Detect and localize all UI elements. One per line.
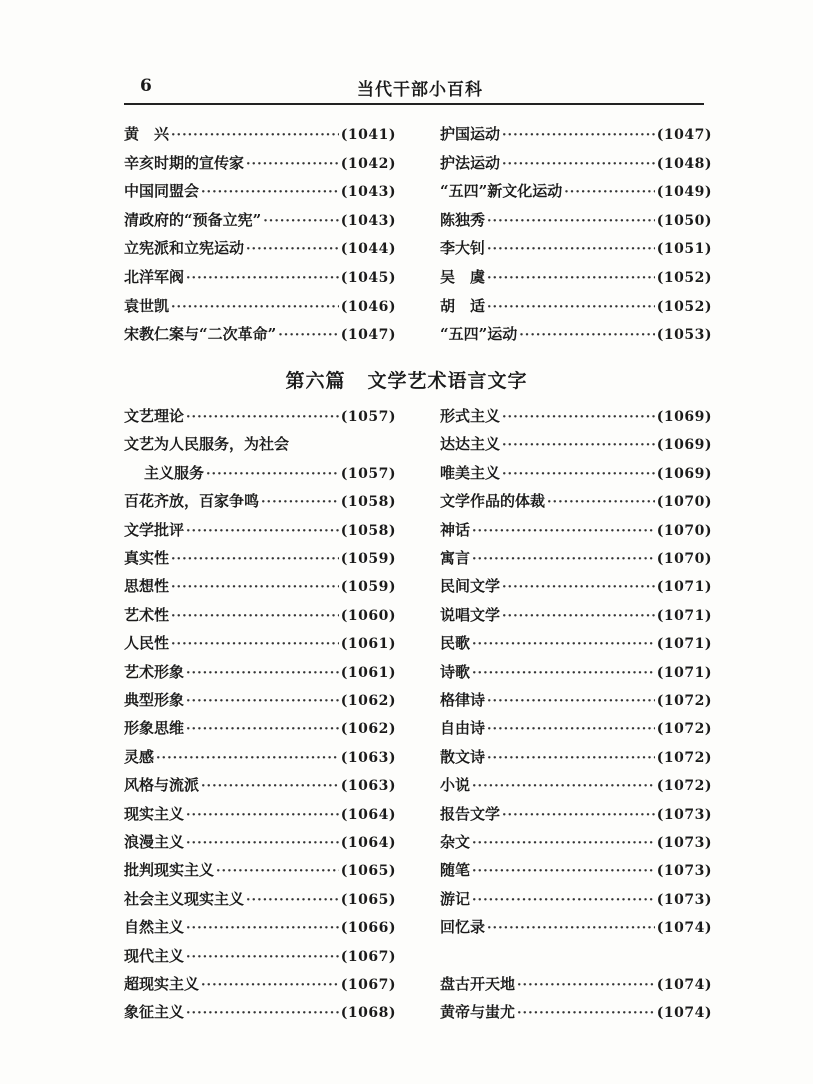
toc-entry <box>440 266 712 290</box>
toc-entry-title: 文艺为人民服务，为社会 <box>124 435 290 454</box>
toc-entry-title: 李大钊 <box>440 239 486 258</box>
toc-entry <box>440 180 712 204</box>
toc-entry-title: 寓言 <box>440 549 471 567</box>
toc-entry-page: (1070) <box>656 551 712 567</box>
toc-entry-title: 自然主义 <box>124 918 185 937</box>
toc-entry-page: (1070) <box>656 522 712 539</box>
toc-entry <box>124 152 396 176</box>
toc-entry <box>124 1001 396 1025</box>
toc-entry-page: (1059) <box>340 579 396 596</box>
leader-dots <box>502 410 655 424</box>
toc-entry-title: 小说 <box>440 776 471 795</box>
toc-entry-page: (1050) <box>656 212 712 229</box>
toc-entry <box>440 462 712 486</box>
toc-entry-page: (1071) <box>656 607 712 624</box>
leader-dots <box>487 921 655 935</box>
toc-entry-page: (1058) <box>340 494 396 511</box>
toc-entry-page: (1063) <box>340 749 396 766</box>
leader-dots <box>519 328 655 342</box>
leader-dots <box>472 524 655 538</box>
toc-entry-title: 报告文学 <box>440 804 501 823</box>
toc-entry-page: (1062) <box>340 721 396 738</box>
leader-dots <box>472 552 655 566</box>
leader-dots <box>487 694 655 708</box>
toc-entry <box>440 547 712 571</box>
toc-entry-title: 护国运动 <box>440 125 501 143</box>
toc-entry-title: 黄 兴 <box>124 125 170 143</box>
toc-entry-page: (1070) <box>656 494 712 511</box>
toc-entry-page: (1061) <box>340 636 396 653</box>
toc-entry-page: (1069) <box>656 437 712 454</box>
toc-entry-page: (1061) <box>340 664 396 681</box>
toc-entry-title: 民歌 <box>440 634 471 653</box>
toc-entry <box>440 209 712 233</box>
toc-entry-page: (1051) <box>656 241 712 258</box>
toc-entry-page: (1047) <box>340 327 396 344</box>
toc-entry <box>124 888 396 912</box>
toc-entry-title: 现实主义 <box>124 804 185 823</box>
toc-entry-title: 说唱文学 <box>440 605 501 624</box>
leader-dots <box>472 779 655 793</box>
leader-dots <box>156 751 339 765</box>
toc-entry-title: 吴 虞 <box>440 268 486 286</box>
toc-entry <box>144 462 396 486</box>
toc-entry-title: 唯美主义 <box>440 463 501 482</box>
leader-dots <box>487 242 655 256</box>
toc-entry <box>440 746 712 770</box>
toc-entry-page: (1057) <box>340 409 396 425</box>
toc-entry-title: 人民性 <box>124 634 170 653</box>
leader-dots <box>472 864 655 878</box>
leader-dots <box>517 1006 655 1020</box>
leader-dots <box>201 779 339 793</box>
toc-entry-title: 社会主义现实主义 <box>124 889 245 908</box>
toc-entry <box>440 632 712 656</box>
section-title: 文学艺术语言文字 <box>367 370 528 392</box>
toc-entry-title: 散文诗 <box>440 747 486 766</box>
toc-entry-title: “五四”新文化运动 <box>440 182 563 201</box>
toc-entry-title: 形象思维 <box>124 719 185 738</box>
toc-entry <box>124 717 396 741</box>
running-title: 当代干部小百科 <box>357 80 483 100</box>
toc-entry <box>124 831 396 855</box>
toc-entry-title: 文艺理论 <box>124 407 185 425</box>
toc-entry-page: (1068) <box>340 1005 396 1022</box>
toc-entry <box>124 916 396 940</box>
toc-entry-page: (1052) <box>656 298 712 315</box>
toc-entry <box>124 405 396 429</box>
toc-entry <box>440 405 712 429</box>
toc-entry-title: 真实性 <box>124 549 170 567</box>
toc-entry-title: 批判现实主义 <box>124 861 215 880</box>
toc-entry-page: (1052) <box>656 270 712 286</box>
toc-entry-title: 百花齐放，百家争鸣 <box>124 492 260 511</box>
leader-dots <box>186 410 339 424</box>
toc-entry <box>124 180 396 204</box>
leader-dots <box>186 524 339 538</box>
toc-entry-page: (1069) <box>656 409 712 425</box>
leader-dots <box>547 495 655 509</box>
toc-entry-page: (1066) <box>340 920 396 937</box>
leader-dots <box>487 300 655 314</box>
toc-entry-title: 神话 <box>440 520 471 539</box>
leader-dots <box>263 214 339 228</box>
toc-entry-title: 超现实主义 <box>124 975 200 993</box>
leader-dots <box>502 580 655 594</box>
toc-entry-title: 形式主义 <box>440 407 501 425</box>
toc-entry <box>440 575 712 599</box>
toc-entry-page: (1053) <box>656 327 712 344</box>
toc-entry-page: (1071) <box>656 636 712 653</box>
toc-entry-title: 象征主义 <box>124 1003 185 1022</box>
leader-dots <box>246 157 339 171</box>
toc-entry <box>124 689 396 713</box>
toc-entry-page: (1064) <box>340 806 396 823</box>
toc-entry-title: 盘古开天地 <box>440 975 516 993</box>
toc-entry <box>440 604 712 628</box>
toc-entry-page: (1047) <box>656 127 712 143</box>
leader-dots <box>487 751 655 765</box>
toc-entry-page: (1060) <box>340 607 396 624</box>
toc-entry <box>440 916 712 940</box>
toc-entry-page: (1046) <box>340 298 396 315</box>
toc-entry-title: 格律诗 <box>440 691 486 709</box>
toc-entry-page: (1059) <box>340 551 396 567</box>
toc-entry <box>440 689 712 713</box>
toc-entry <box>440 803 712 827</box>
toc-entry <box>440 323 712 347</box>
toc-entry-title: 胡 适 <box>440 296 486 315</box>
leader-dots <box>171 128 339 142</box>
toc-entry <box>124 490 396 514</box>
toc-entry <box>440 123 712 147</box>
toc-entry-page: (1049) <box>656 184 712 201</box>
toc-entry-title: 达达主义 <box>440 435 501 454</box>
toc-entry <box>124 945 396 969</box>
toc-entry <box>124 266 396 290</box>
toc-entry <box>440 973 712 997</box>
toc-entry-page: (1074) <box>656 977 712 993</box>
leader-dots <box>206 467 339 481</box>
leader-dots <box>186 722 339 736</box>
leader-dots <box>502 609 655 623</box>
toc-entry-title: 袁世凯 <box>124 296 170 315</box>
page-number: 6 <box>140 76 152 96</box>
toc-entry-page: (1065) <box>340 891 396 908</box>
toc-entry-page: (1072) <box>656 749 712 766</box>
toc-entry-page: (1041) <box>340 127 396 143</box>
leader-dots <box>201 185 339 199</box>
leader-dots <box>472 666 655 680</box>
leader-dots <box>487 271 655 285</box>
toc-entry <box>440 433 712 457</box>
toc-entry-page: (1067) <box>340 977 396 993</box>
toc-entry-title: 现代主义 <box>124 946 185 965</box>
leader-dots <box>171 300 339 314</box>
leader-dots <box>564 185 655 199</box>
leader-dots <box>186 921 339 935</box>
toc-entry <box>124 295 396 319</box>
toc-entry <box>124 604 396 628</box>
toc-entry <box>440 295 712 319</box>
toc-entry-page: (1045) <box>340 270 396 286</box>
toc-entry <box>440 888 712 912</box>
toc-entry <box>124 123 396 147</box>
toc-entry-page: (1071) <box>656 664 712 681</box>
toc-entry <box>440 661 712 685</box>
toc-entry <box>124 661 396 685</box>
leader-dots <box>216 864 339 878</box>
toc-entry-title: 辛亥时期的宣传家 <box>124 153 245 172</box>
leader-dots <box>171 580 339 594</box>
leader-dots <box>472 836 655 850</box>
toc-entry <box>440 831 712 855</box>
toc-entry-page: (1072) <box>656 721 712 738</box>
leader-dots <box>502 808 655 822</box>
leader-dots <box>186 1006 339 1020</box>
leader-dots <box>502 157 655 171</box>
toc-entry-title: 艺术性 <box>124 605 170 624</box>
toc-entry <box>440 859 712 883</box>
toc-entry-title: 护法运动 <box>440 153 501 172</box>
leader-dots <box>502 438 655 452</box>
toc-entry-title: 宋教仁案与“二次革命” <box>124 325 277 344</box>
toc-entry <box>440 519 712 543</box>
leader-dots <box>278 328 339 342</box>
toc-entry <box>440 237 712 261</box>
toc-entry-page: (1073) <box>656 863 712 880</box>
toc-entry-page: (1069) <box>656 465 712 482</box>
toc-entry-page: (1044) <box>340 241 396 258</box>
toc-entry-page: (1072) <box>656 693 712 709</box>
leader-dots <box>487 214 655 228</box>
section-part: 第六篇 <box>285 370 346 392</box>
toc-entry <box>124 774 396 798</box>
toc-entry <box>124 973 396 997</box>
leader-dots <box>186 694 339 708</box>
toc-entry <box>124 632 396 656</box>
leader-dots <box>246 242 339 256</box>
toc-entry-title: 诗歌 <box>440 662 471 681</box>
leader-dots <box>186 808 339 822</box>
toc-entry-page: (1073) <box>656 806 712 823</box>
leader-dots <box>517 978 655 992</box>
toc-entry-title: 思想性 <box>124 577 170 596</box>
leader-dots <box>502 467 655 481</box>
leader-dots <box>201 978 339 992</box>
leader-dots <box>171 609 339 623</box>
toc-entry-page: (1043) <box>340 184 396 201</box>
leader-dots <box>246 893 339 907</box>
toc-entry-title: 文学作品的体裁 <box>440 492 546 511</box>
toc-entry <box>440 1001 712 1025</box>
toc-entry-page: (1071) <box>656 579 712 596</box>
leader-dots <box>261 495 339 509</box>
toc-entry-page: (1063) <box>340 778 396 795</box>
leader-dots <box>186 836 339 850</box>
leader-dots <box>502 128 655 142</box>
toc-entry-page: (1057) <box>340 465 396 482</box>
leader-dots <box>186 271 339 285</box>
toc-entry-page: (1073) <box>656 891 712 908</box>
toc-entry <box>124 209 396 233</box>
toc-entry <box>440 490 712 514</box>
toc-entry-page: (1074) <box>656 1005 712 1022</box>
toc-entry <box>124 746 396 770</box>
toc-entry-title: 风格与流派 <box>124 776 200 795</box>
toc-entry <box>440 774 712 798</box>
toc-entry-title: 中国同盟会 <box>124 182 200 201</box>
toc-entry-title: 典型形象 <box>124 691 185 709</box>
toc-entry-page: (1048) <box>656 155 712 172</box>
toc-entry-page: (1067) <box>340 948 396 965</box>
toc-entry-title: 游记 <box>440 889 471 908</box>
toc-entry <box>124 433 396 457</box>
toc-entry-page: (1073) <box>656 835 712 851</box>
toc-entry-title: 回忆录 <box>440 918 486 937</box>
toc-entry <box>124 859 396 883</box>
toc-entry-title: 陈独秀 <box>440 210 486 229</box>
toc-entry-page: (1072) <box>656 778 712 795</box>
toc-entry <box>124 803 396 827</box>
toc-entry-title: 灵感 <box>124 747 155 766</box>
toc-entry-title: 民间文学 <box>440 577 501 596</box>
toc-entry <box>124 323 396 347</box>
leader-dots <box>171 637 339 651</box>
toc-entry-page: (1064) <box>340 835 396 851</box>
leader-dots <box>186 666 339 680</box>
toc-entry-title: 浪漫主义 <box>124 833 185 851</box>
toc-entry-title: 清政府的“预备立宪” <box>124 210 262 229</box>
toc-entry <box>124 547 396 571</box>
leader-dots <box>487 722 655 736</box>
toc-entry-page: (1065) <box>340 863 396 880</box>
toc-entry-title: 艺术形象 <box>124 662 185 681</box>
header-rule <box>124 103 704 105</box>
toc-entry <box>124 575 396 599</box>
toc-entry-page: (1042) <box>340 155 396 172</box>
toc-entry <box>124 519 396 543</box>
leader-dots <box>186 950 339 964</box>
toc-entry-page: (1062) <box>340 693 396 709</box>
leader-dots <box>472 637 655 651</box>
toc-entry-title: “五四”运动 <box>440 325 518 344</box>
leader-dots <box>171 552 339 566</box>
toc-entry <box>124 237 396 261</box>
toc-entry-title: 自由诗 <box>440 719 486 738</box>
toc-entry-page: (1074) <box>656 920 712 937</box>
section-heading <box>0 366 813 393</box>
toc-entry <box>440 717 712 741</box>
toc-entry-title: 杂文 <box>440 833 471 851</box>
toc-entry-title: 随笔 <box>440 861 471 880</box>
toc-entry-page: (1043) <box>340 212 396 229</box>
toc-entry <box>440 152 712 176</box>
toc-entry-title: 文学批评 <box>124 520 185 539</box>
toc-entry-title: 黄帝与蚩尤 <box>440 1003 516 1022</box>
toc-entry-title: 北洋军阀 <box>124 268 185 286</box>
toc-entry-title: 立宪派和立宪运动 <box>124 239 245 258</box>
toc-entry-page: (1058) <box>340 522 396 539</box>
leader-dots <box>472 893 655 907</box>
toc-entry-title: 主义服务 <box>144 463 205 482</box>
